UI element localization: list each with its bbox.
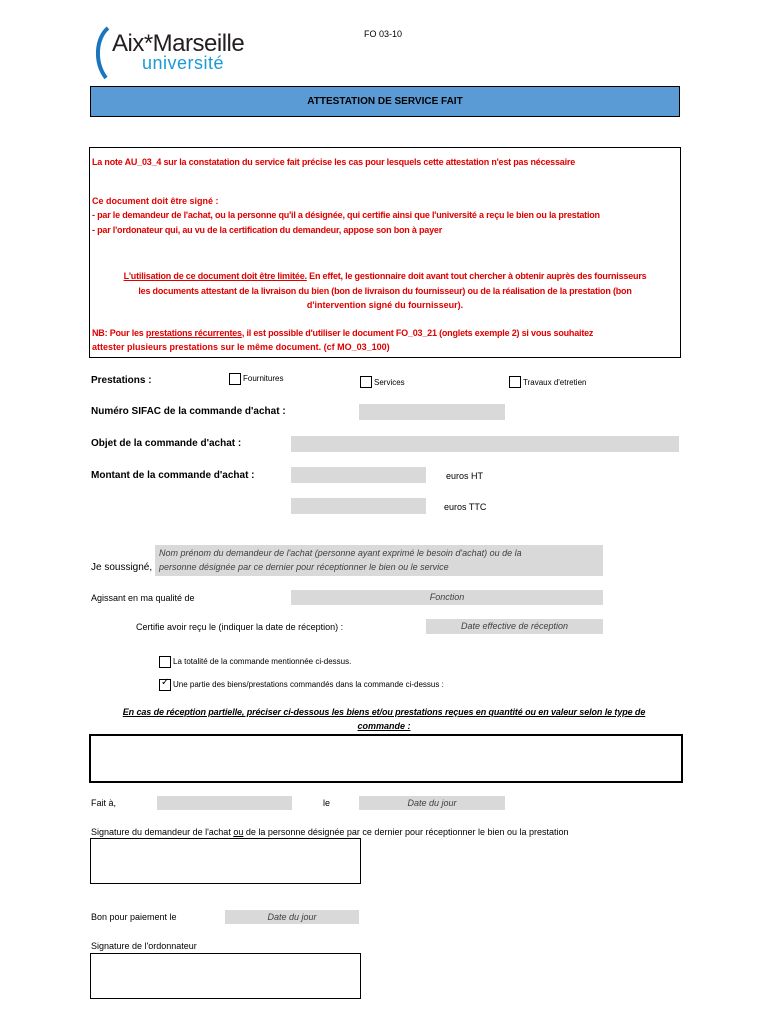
notice-line: d'intervention signé du fournisseur). <box>306 300 464 310</box>
logo-text-top: Aix*Marseille <box>112 30 245 57</box>
notice-line: La note AU_03_4 sur la constatation du service fait précise les cas pour lesquels cette attestation n'est pas nécessaire <box>92 157 576 167</box>
signature-ordonnateur-box[interactable] <box>90 953 361 999</box>
notice-nb-rest: , il est possible d'utiliser le document FO_03_21 (onglets exemple 2) si vous souhaitez <box>241 328 594 338</box>
date-paiement-hint: Date du jour <box>267 912 317 922</box>
name-hint-line: Nom prénom du demandeur de l'achat (personne ayant exprimé le besoin d'achat) ou de la <box>159 548 522 558</box>
fonction-hint: Fonction <box>429 592 465 602</box>
prestations-label: Prestations : <box>91 375 152 386</box>
checkbox-fournitures[interactable] <box>229 372 349 386</box>
page-title: ATTESTATION DE SERVICE FAIT <box>307 96 463 107</box>
partial-note-line: En cas de réception partielle, préciser ci-dessous les biens et/ou prestations reçues en quantité ou en valeur selon le type de <box>122 707 646 717</box>
notice-nb-start: NB: Pour les <box>92 328 146 338</box>
checkbox-box[interactable] <box>159 679 171 691</box>
notice-line: - par le demandeur de l'achat, ou la personne qu'il a désignée, qui certifie ainsi que l'université a reçu le bien ou la prestation <box>92 210 600 220</box>
form-code: FO 03-10 <box>364 29 403 39</box>
checkbox-box[interactable] <box>360 376 372 388</box>
bon-paiement-label: Bon pour paiement le <box>91 912 177 922</box>
date-jour-input[interactable] <box>359 796 505 810</box>
date-reception-hint: Date effective de réception <box>460 621 569 631</box>
name-hint-line: personne désignée par ce dernier pour réceptionner le bien ou le service <box>159 562 449 572</box>
signature-demandeur-start: Signature du demandeur de l'achat <box>91 827 234 837</box>
notice-line: attester plusieurs prestations sur le même document. (cf MO_03_100) <box>92 342 390 352</box>
signature-demandeur-end: de la personne désignée par ce dernier pour réceptionner le bien ou la prestation <box>243 827 569 837</box>
checkbox-partial[interactable] <box>159 678 479 692</box>
je-soussigne-label: Je soussigné, <box>91 562 153 573</box>
certifie-label: Certifie avoir reçu le (indiquer la date de réception) : <box>136 622 344 632</box>
signature-demandeur-box[interactable] <box>90 838 361 884</box>
signature-demandeur-label <box>91 827 569 837</box>
notice-limit-emphasis: L'utilisation de ce document doit être limitée. <box>123 271 307 281</box>
objet-label: Objet de la commande d'achat : <box>91 438 242 449</box>
checkbox-label: Fournitures <box>243 374 284 383</box>
montant-ht-input[interactable] <box>291 467 426 483</box>
sifac-label: Numéro SIFAC de la commande d'achat : <box>91 406 286 417</box>
notice-paragraph-limit <box>90 271 680 281</box>
fait-a-input[interactable] <box>157 796 292 810</box>
notice-line: - par l'ordonateur qui, au vu de la certification du demandeur, appose son bon à payer <box>92 225 443 235</box>
fait-a-label: Fait à, <box>91 798 117 808</box>
le-label: le <box>323 798 331 808</box>
checkbox-travaux[interactable] <box>509 375 649 389</box>
logo-arc-icon <box>92 26 112 82</box>
date-jour-hint: Date du jour <box>407 798 457 808</box>
university-logo <box>92 26 282 82</box>
checkbox-box[interactable] <box>509 376 521 388</box>
checkbox-services[interactable] <box>360 375 480 389</box>
signature-demandeur-ou: ou <box>233 827 244 837</box>
checkbox-label: Une partie des biens/prestations commandés dans la commande ci-dessus : <box>173 680 444 689</box>
euros-ttc-label: euros TTC <box>444 502 487 512</box>
objet-input[interactable] <box>291 436 679 452</box>
notice-line: les documents attestant de la livraison du bien (bon de livraison du fournisseur) ou de la réalisation de la prestation (bon <box>138 286 632 296</box>
checkmark-icon: ✓ <box>161 677 170 688</box>
partial-note-line: commande : <box>357 721 411 731</box>
partial-details-textarea[interactable] <box>89 734 683 783</box>
fonction-input[interactable] <box>291 590 603 605</box>
euros-ht-label: euros HT <box>446 471 484 481</box>
checkbox-label: Travaux d'etretien <box>523 378 587 387</box>
notice-box <box>89 147 681 358</box>
checkbox-label: Services <box>374 378 405 387</box>
sifac-input[interactable] <box>359 404 505 420</box>
montant-label: Montant de la commande d'achat : <box>91 470 255 481</box>
name-input[interactable] <box>155 545 603 576</box>
checkbox-label: La totalité de la commande mentionnée ci-dessus. <box>173 657 352 666</box>
title-banner <box>90 86 680 117</box>
signature-ordonnateur-label: Signature de l'ordonnateur <box>91 941 197 951</box>
checkbox-box[interactable] <box>229 373 241 385</box>
date-reception-input[interactable] <box>426 619 603 634</box>
qualite-label: Agissant en ma qualité de <box>91 593 195 603</box>
montant-ttc-input[interactable] <box>291 498 426 514</box>
date-paiement-input[interactable] <box>225 910 359 924</box>
notice-nb-emphasis: prestations récurrentes <box>145 328 242 338</box>
checkbox-total[interactable] <box>159 655 459 669</box>
checkbox-box[interactable] <box>159 656 171 668</box>
notice-paragraph-nb <box>92 328 593 338</box>
notice-limit-text: En effet, le gestionnaire doit avant tout chercher à obtenir auprès des fournisseurs <box>306 271 647 281</box>
notice-line: Ce document doit être signé : <box>92 196 219 206</box>
logo-text-bottom: université <box>142 53 225 73</box>
